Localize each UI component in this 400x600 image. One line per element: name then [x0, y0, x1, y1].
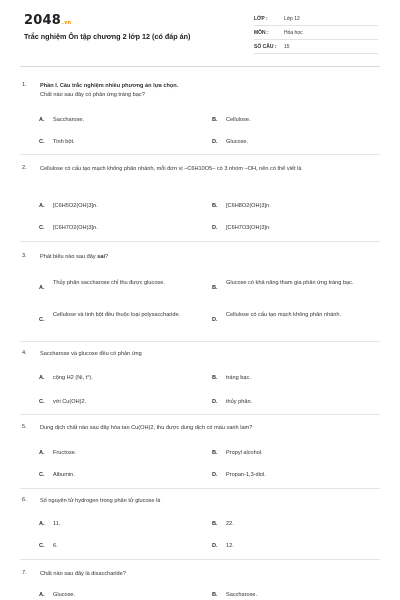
option-letter: D.: [212, 472, 218, 478]
question-prompt: Phát biểu nào sau đây: [40, 254, 98, 260]
option-letter: C.: [39, 225, 45, 231]
option-text: Albumin.: [53, 472, 75, 478]
option-text: 11.: [53, 521, 61, 527]
option-text: 12.: [226, 543, 234, 549]
option-letter: B.: [212, 592, 218, 598]
question-number: 3.: [22, 253, 27, 259]
option-text: Thủy phân saccharose chỉ thu được glucose.: [53, 280, 165, 286]
header-divider: [20, 66, 380, 67]
question-number: 2.: [22, 165, 27, 171]
question-text: [40, 424, 375, 433]
option-text: Fructose.: [53, 450, 77, 456]
option-letter: B.: [212, 521, 218, 527]
option-text: Glucose có khả năng tham gia phản ứng tráng bạc.: [226, 280, 354, 286]
option-letter: C.: [39, 543, 45, 549]
question-prompt: Cellulose có cấu tạo mạch không phân nhánh, mỗi đơn vị –C6H10O5– có 3 nhóm –OH, nên có thể viết là: [40, 166, 302, 172]
option-text: 22.: [226, 521, 234, 527]
meta-subject-row: [254, 28, 378, 40]
option-letter: C.: [39, 317, 45, 323]
question-divider: [20, 414, 380, 415]
option-letter: B.: [212, 375, 218, 381]
option-text: Cellulose và tinh bột đều thuộc loại polysaccharide.: [53, 312, 181, 318]
question-divider: [20, 341, 380, 342]
option-letter: B.: [212, 450, 218, 456]
option-text: [C6H7O2(OH)3]n.: [53, 225, 98, 231]
option-text: 6.: [53, 543, 58, 549]
option-letter: D.: [212, 225, 218, 231]
meta-class-value: Lớp 12: [284, 16, 300, 22]
section-heading: Phần I. Câu trắc nghiệm nhiều phương án lựa chọn.: [40, 83, 179, 89]
option-letter: A.: [39, 285, 45, 291]
option-text: Propyl alcohol.: [226, 450, 263, 456]
question-prompt: Chất nào sau đây là disaccharide?: [40, 571, 126, 577]
option-text: [C6H5O2(OH)3]n.: [53, 203, 98, 209]
meta-subject-key: MÔN :: [254, 30, 269, 36]
question-divider: [20, 559, 380, 560]
question-divider: [20, 241, 380, 242]
document-title: Trắc nghiệm Ôn tập chương 2 lớp 12 (có đáp án): [24, 32, 191, 41]
option-letter: C.: [39, 399, 45, 405]
logo-main: 2048: [24, 13, 61, 28]
question-number: 4.: [22, 350, 27, 356]
option-text: Cellulose có cấu tạo mạch không phân nhánh.: [226, 312, 342, 318]
question-number: 6.: [22, 497, 27, 503]
option-letter: A.: [39, 203, 45, 209]
meta-subject-value: Hóa học: [284, 30, 303, 36]
question-divider: [20, 488, 380, 489]
option-text: Glucose.: [226, 139, 249, 145]
option-letter: D.: [212, 317, 218, 323]
option-letter: A.: [39, 592, 45, 598]
question-text: [40, 497, 375, 506]
question-prompt: Saccharose và glucose đều có phản ứng: [40, 351, 142, 357]
question-number: 7.: [22, 570, 27, 576]
option-letter: B.: [212, 117, 218, 123]
question-divider: [20, 154, 380, 155]
option-letter: A.: [39, 450, 45, 456]
question-text: [40, 350, 375, 359]
option-letter: A.: [39, 375, 45, 381]
question-text: [40, 570, 375, 579]
question-text: [40, 82, 375, 100]
question-number: 5.: [22, 424, 27, 430]
page-header: [0, 0, 400, 70]
question-number: 1.: [22, 82, 27, 88]
option-text: tráng bạc.: [226, 375, 251, 381]
option-text: Saccharose.: [53, 117, 85, 123]
meta-count-key: SỐ CÂU :: [254, 44, 277, 50]
option-text: cộng H2 (Ni, t°).: [53, 375, 93, 381]
question-prompt: Số nguyên tử hydrogen trong phân tử glucose là: [40, 498, 161, 504]
option-text: thủy phân.: [226, 399, 253, 405]
site-logo[interactable]: [24, 13, 71, 28]
option-letter: D.: [212, 399, 218, 405]
option-text: Cellulose.: [226, 117, 251, 123]
question-text: [40, 165, 375, 174]
option-letter: C.: [39, 139, 45, 145]
option-letter: D.: [212, 543, 218, 549]
option-text: Saccharose.: [226, 592, 258, 598]
option-text: [C6H7O3(OH)3]n.: [226, 225, 271, 231]
meta-count-value: 15: [284, 44, 290, 50]
option-letter: A.: [39, 521, 45, 527]
question-emphasis: sai: [97, 254, 106, 260]
option-text: Tinh bột.: [53, 139, 75, 145]
logo-suffix: .vn: [61, 20, 72, 26]
question-text: [40, 253, 375, 262]
option-text: Propan-1,3-diol.: [226, 472, 266, 478]
option-text: [C6H8O2(OH)3]n.: [226, 203, 271, 209]
meta-class-row: [254, 14, 378, 26]
option-letter: C.: [39, 472, 45, 478]
option-letter: B.: [212, 285, 218, 291]
option-letter: D.: [212, 139, 218, 145]
question-prompt: Dung dịch chất nào sau đây hòa tan Cu(OH)2, thu được dung dịch có màu xanh lam?: [40, 425, 253, 431]
option-letter: B.: [212, 203, 218, 209]
question-prompt-end: ?: [105, 254, 109, 260]
option-text: Glucose.: [53, 592, 76, 598]
meta-class-key: LỚP :: [254, 16, 268, 22]
meta-count-row: [254, 42, 378, 54]
option-text: với Cu(OH)2.: [53, 399, 87, 405]
question-prompt: Chất nào sau đây có phản ứng tráng bạc?: [40, 92, 145, 98]
option-letter: A.: [39, 117, 45, 123]
